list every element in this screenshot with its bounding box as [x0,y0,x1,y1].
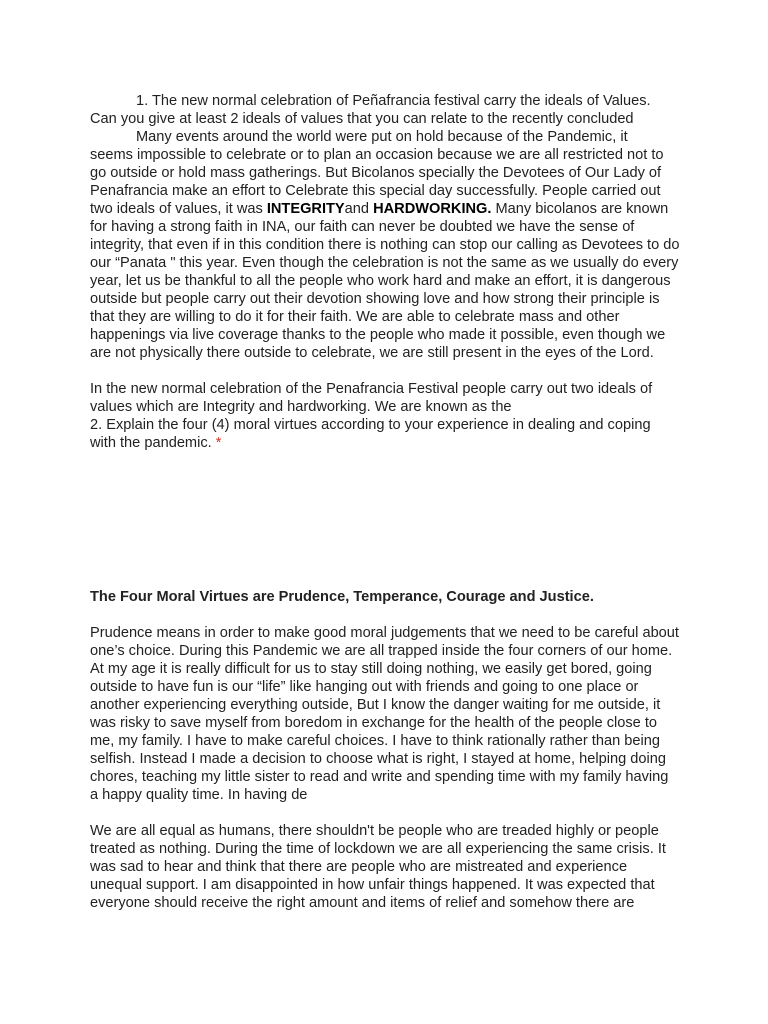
spacer [90,362,680,380]
answer-1-part-2: Many bicolanos are known for having a strong faith in INA, our faith can never be doubted we have the sense of integrity, that even if in this condition there is nothing can stop our calling as Devotees to do our “Panata " this year. Even though the celebration is not the same as we usually do every year, let us be thankful to all the people who work hard and make an effort, it is dangerous outside but people carry out their devotion showing love and how strong their principle is that they are willing to do it for their faith. We are able to celebrate mass and other happenings via live coverage thanks to the people who made it possible, even though we are not physically there outside to celebrate, we are still present in the eyes of the Lord. [90,201,680,361]
spacer [90,804,680,822]
answer-1-body [90,146,680,362]
question-2 [90,416,680,452]
answer-1-summary: In the new normal celebration of the Penafrancia Festival people carry out two ideals of values which are Integrity and hardworking. We are known as the [90,381,653,415]
answer-1-first-line: Many events around the world were put on hold because of the Pandemic, it [136,129,628,145]
spacer [90,606,680,624]
integrity-bold: INTEGRITY [266,201,345,217]
justice-paragraph: We are all equal as humans, there shouldn't be people who are treaded highly or people treated as nothing. During the time of lockdown we are all experiencing the same crisis. It was sad to hear and think that there are people who are mistreated and experience unequal support. I am disappointed in how unfair things happened. It was expected that everyone should receive the right amount and items of relief and somehow there are [90,823,666,911]
hardworking-bold: HARDWORKING. [373,201,492,217]
question-1-line-2: Can you give at least 2 ideals of values that you can relate to the recently concluded [90,111,634,127]
prudence-paragraph: Prudence means in order to make good moral judgements that we need to be careful about one’s choice. During this Pandemic we are all trapped inside the four corners of our home. At my age it is really difficult for us to stay still doing nothing, we easily get bored, going outside to have fun is our “life” like hanging out with friends and going to one place or another experiencing everything outside, But I know the danger waiting for me outside, it was risky to save myself from boredom in exchange for the health of the people close to me, my family. I have to make careful choices. I have to think rationally rather than being selfish. Instead I made a decision to choose what is right, I stayed at home, helping doing chores, teaching my little sister to read and write and spending time with my family having a happy quality time. In having de [90,625,679,803]
answer-1-part-1: seems impossible to celebrate or to plan an occasion because we are all restricted not to go outside or hold mass gatherings. But Bicolanos specially the Devotees of Our Lady of Penafrancia make an effort to Celebrate this special day successfully. People carried out two ideals of values, it was [90,147,664,217]
blank-space [90,452,680,588]
and-text: and [344,201,374,217]
document-page [90,92,680,912]
required-asterisk: * [215,435,222,451]
question-1-line-1: 1. The new normal celebration of Peñafrancia festival carry the ideals of Values. [136,93,651,109]
question-2-text: 2. Explain the four (4) moral virtues according to your experience in dealing and coping with the pandemic. [90,417,651,451]
virtues-heading: The Four Moral Virtues are Prudence, Temperance, Courage and Justice. [90,589,594,605]
